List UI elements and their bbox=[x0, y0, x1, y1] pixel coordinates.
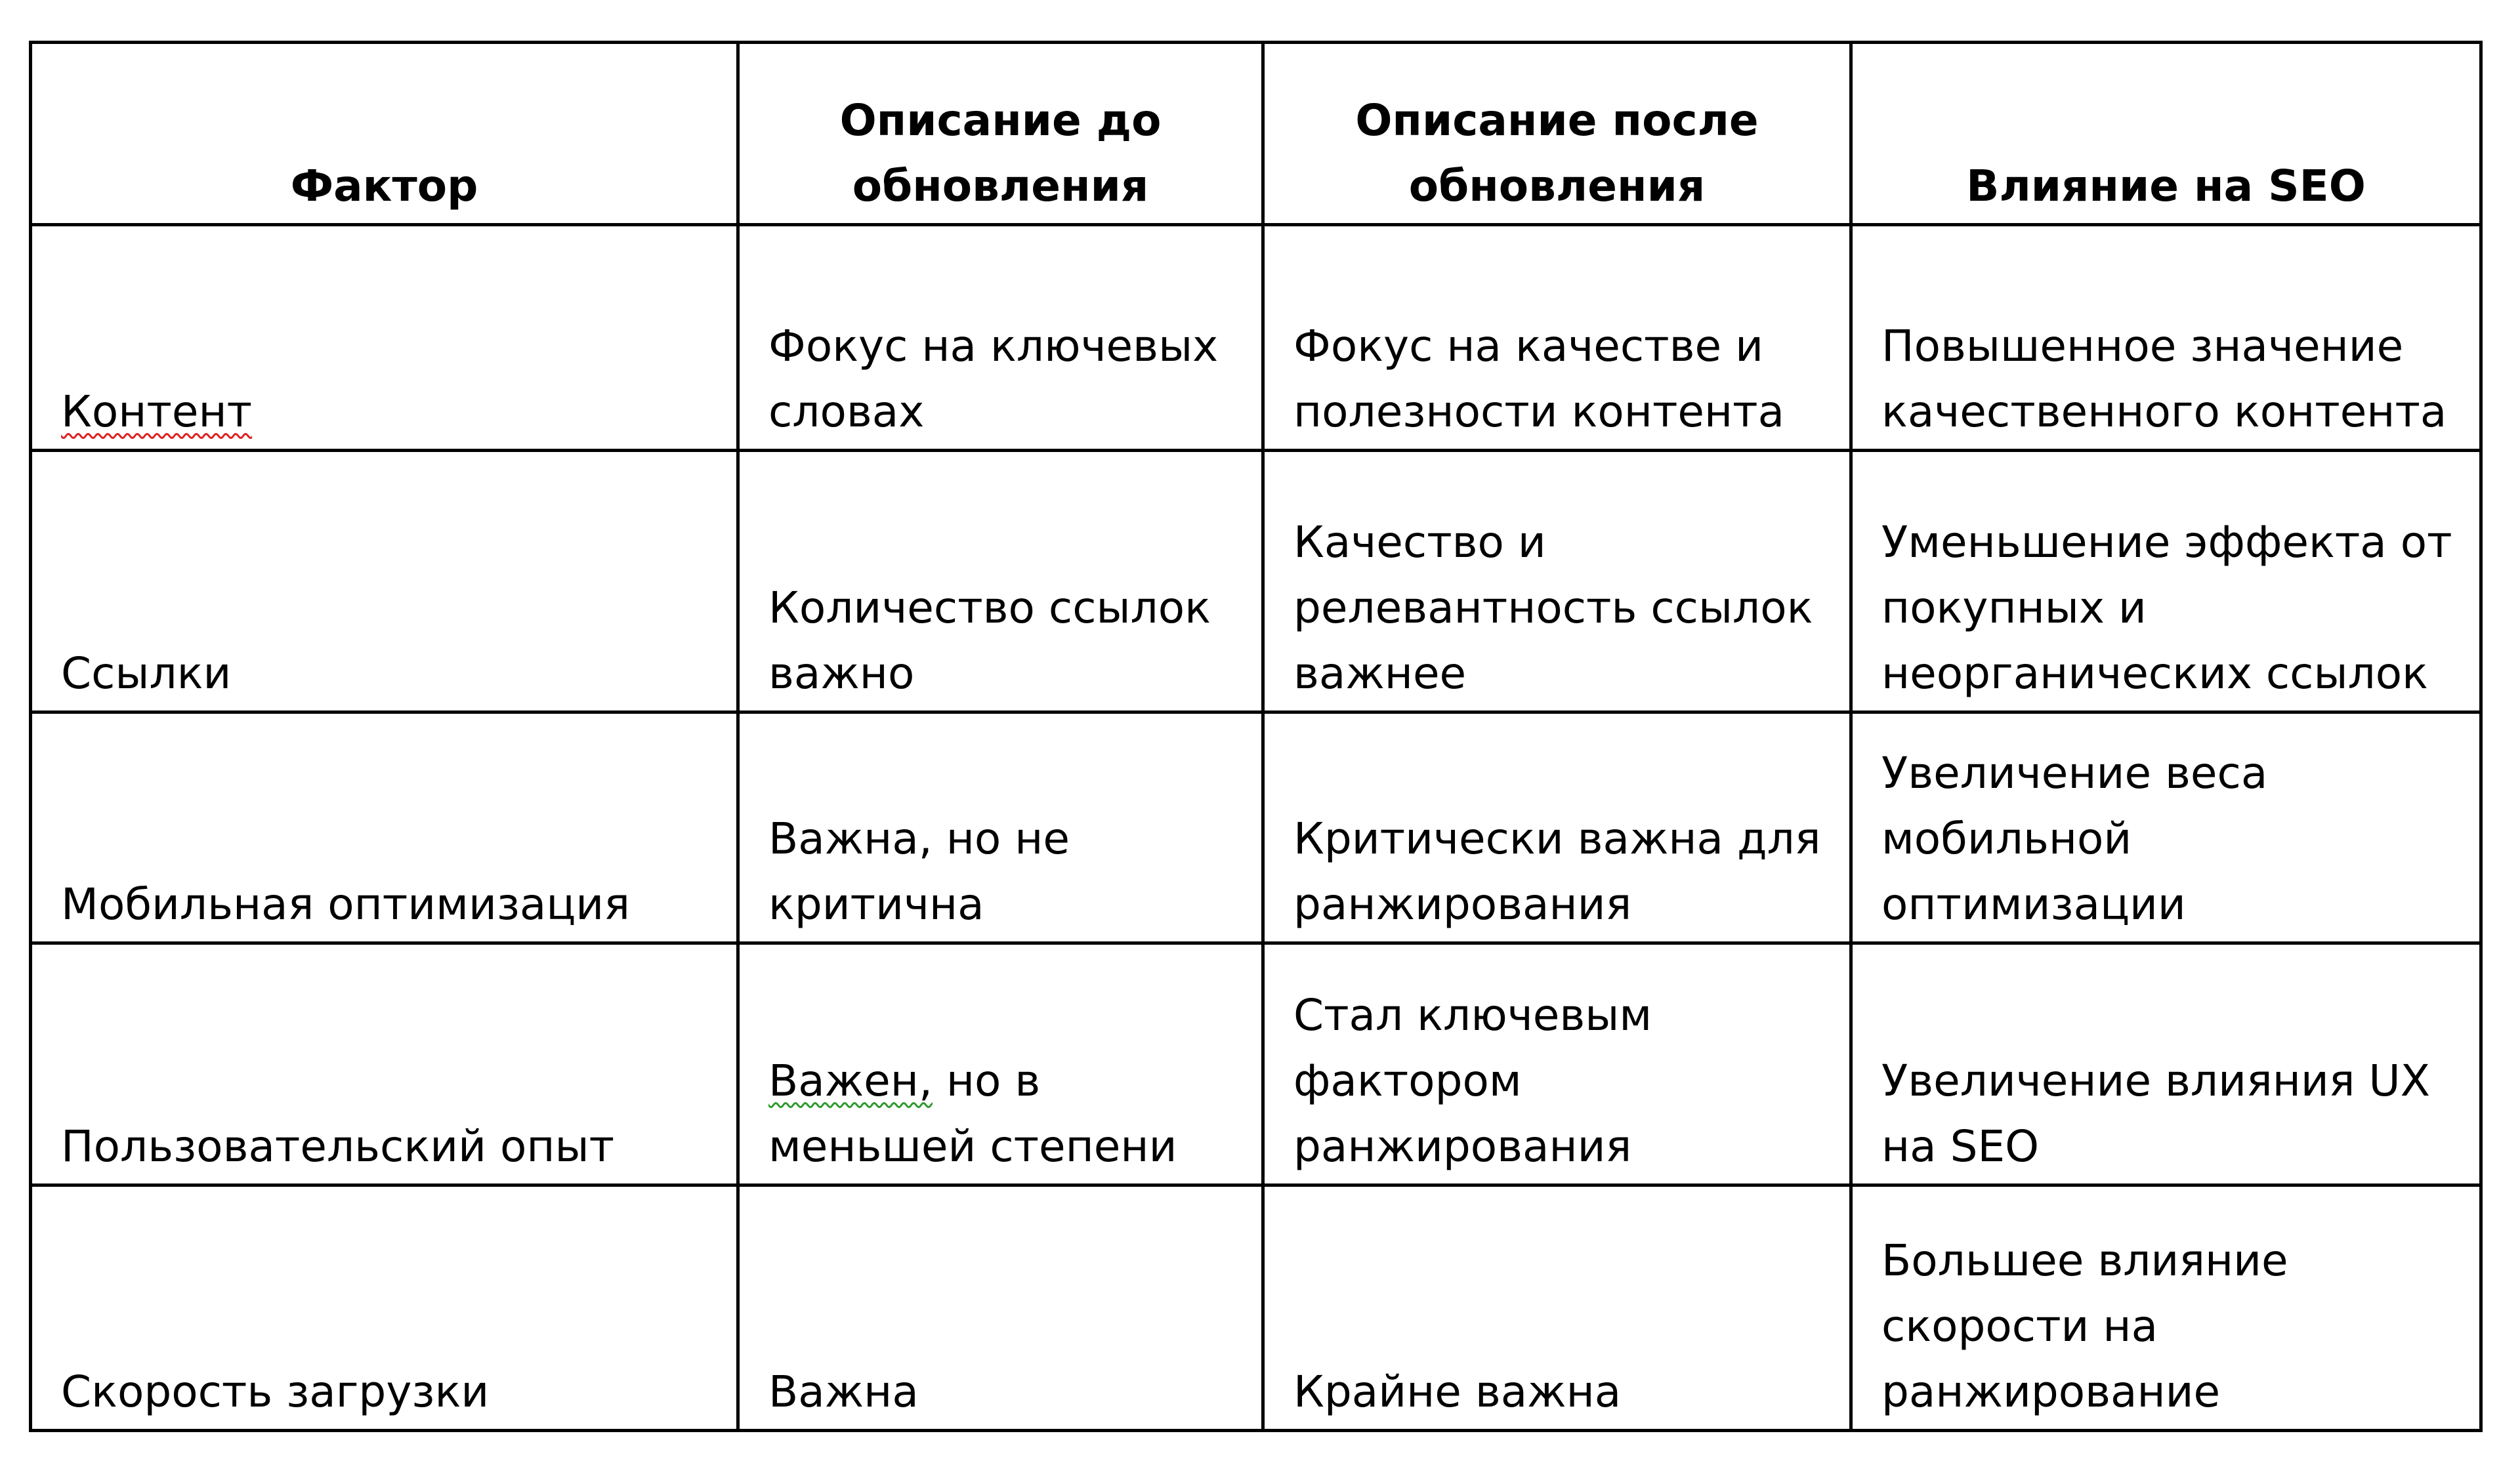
cell-impact[interactable] bbox=[1851, 712, 2481, 943]
header-seo-impact[interactable] bbox=[1851, 43, 2481, 225]
cell-text: фактором bbox=[1293, 1056, 1522, 1106]
cell-text: Ссылки bbox=[61, 648, 232, 699]
cell-text: ранжирование bbox=[1881, 1367, 2221, 1417]
cell-factor[interactable] bbox=[31, 943, 738, 1185]
header-after-text-line-1: Описание после bbox=[1355, 95, 1759, 146]
grammar-flagged-word[interactable]: Важен, bbox=[768, 1056, 933, 1106]
cell-text: Важна, но не bbox=[768, 813, 1070, 864]
cell-before[interactable] bbox=[738, 712, 1263, 943]
cell-text: качественного контента bbox=[1881, 386, 2447, 437]
table-row bbox=[31, 943, 2481, 1185]
cell-text: Контент bbox=[61, 386, 253, 437]
header-before-text-line-1: Описание до bbox=[839, 95, 1162, 146]
cell-factor[interactable] bbox=[31, 1185, 738, 1431]
cell-text: важнее bbox=[1293, 648, 1467, 699]
cell-text: Уменьшение эффекта от bbox=[1881, 517, 2452, 567]
cell-text: покупных и bbox=[1881, 583, 2147, 633]
cell-text: Скорость загрузки bbox=[61, 1367, 490, 1417]
cell-text: Мобильная оптимизация bbox=[61, 879, 630, 930]
table-row bbox=[31, 1185, 2481, 1431]
cell-before[interactable] bbox=[738, 1185, 1263, 1431]
cell-text: скорости на bbox=[1881, 1301, 2158, 1351]
cell-text: Крайне важна bbox=[1293, 1367, 1622, 1417]
cell-text: ранжирования bbox=[1293, 879, 1632, 930]
cell-text: Увеличение влияния UX bbox=[1881, 1056, 2430, 1106]
cell-impact[interactable] bbox=[1851, 1185, 2481, 1431]
table-row bbox=[31, 712, 2481, 943]
cell-text: ранжирования bbox=[1293, 1121, 1632, 1172]
header-factor-text: Фактор bbox=[290, 161, 478, 211]
header-impact-text: Влияние на SEO bbox=[1966, 161, 2366, 211]
cell-text: релевантность ссылок bbox=[1293, 583, 1813, 633]
cell-text: Качество и bbox=[1293, 517, 1546, 567]
cell-text: Фокус на ключевых bbox=[768, 321, 1219, 371]
cell-before[interactable] bbox=[738, 943, 1263, 1185]
cell-text: Критически важна для bbox=[1293, 813, 1821, 864]
cell-after[interactable] bbox=[1263, 225, 1851, 451]
cell-factor[interactable] bbox=[31, 451, 738, 712]
cell-text: критична bbox=[768, 879, 984, 930]
cell-text: меньшей степени bbox=[768, 1121, 1177, 1172]
cell-text: мобильной bbox=[1881, 813, 2132, 864]
cell-text: на SEO bbox=[1881, 1121, 2040, 1172]
cell-after[interactable] bbox=[1263, 943, 1851, 1185]
header-factor[interactable] bbox=[31, 43, 738, 225]
cell-after[interactable] bbox=[1263, 451, 1851, 712]
cell-text: Количество ссылок bbox=[768, 583, 1211, 633]
cell-after[interactable] bbox=[1263, 1185, 1851, 1431]
cell-text: полезности контента bbox=[1293, 386, 1785, 437]
header-before-text-line-2: обновления bbox=[852, 161, 1149, 211]
cell-after[interactable] bbox=[1263, 712, 1851, 943]
header-after-text-line-2: обновления bbox=[1408, 161, 1706, 211]
cell-text: Большее влияние bbox=[1881, 1235, 2288, 1286]
cell-impact[interactable] bbox=[1851, 451, 2481, 712]
cell-before[interactable] bbox=[738, 451, 1263, 712]
header-after-update[interactable] bbox=[1263, 43, 1851, 225]
cell-before[interactable] bbox=[738, 225, 1263, 451]
cell-text: Фокус на качестве и bbox=[1293, 321, 1763, 371]
cell-text: Важна bbox=[768, 1367, 919, 1417]
cell-text: Пользовательский опыт bbox=[61, 1121, 615, 1172]
cell-text: оптимизации bbox=[1881, 879, 2186, 930]
table-row bbox=[31, 225, 2481, 451]
cell-impact[interactable] bbox=[1851, 225, 2481, 451]
table-row bbox=[31, 451, 2481, 712]
cell-text: Увеличение веса bbox=[1881, 748, 2268, 798]
header-before-update[interactable] bbox=[738, 43, 1263, 225]
seo-factors-table bbox=[29, 41, 2483, 1432]
cell-text: словах bbox=[768, 386, 925, 437]
cell-text: но в bbox=[932, 1056, 1041, 1106]
cell-impact[interactable] bbox=[1851, 943, 2481, 1185]
cell-text: важно bbox=[768, 648, 915, 699]
cell-factor[interactable] bbox=[31, 712, 738, 943]
table-header-row bbox=[31, 43, 2481, 225]
cell-text: неорганических ссылок bbox=[1881, 648, 2428, 699]
cell-text-line-with-grammar-mark bbox=[768, 1048, 1242, 1114]
cell-factor[interactable] bbox=[31, 225, 738, 451]
cell-text: Повышенное значение bbox=[1881, 321, 2404, 371]
cell-text: Стал ключевым bbox=[1293, 990, 1652, 1040]
